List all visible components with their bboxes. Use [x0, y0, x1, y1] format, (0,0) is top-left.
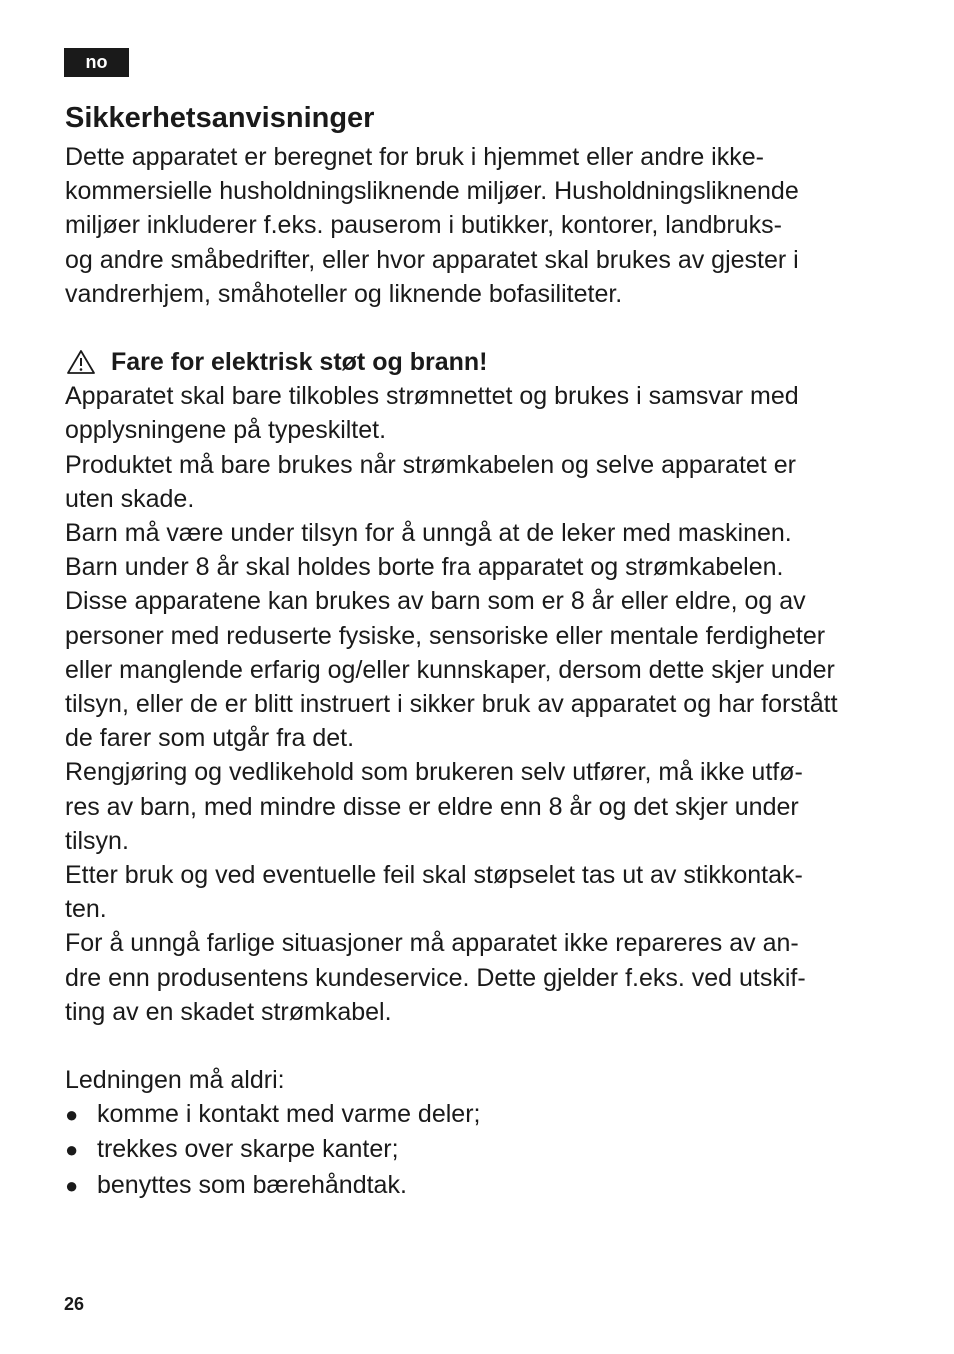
text-line: dre enn produsentens kundeservice. Dette gjelder f.eks. ved utskif-	[65, 963, 806, 992]
language-tag: no	[64, 48, 129, 77]
page-content	[65, 96, 895, 1203]
text-line: uten skade.	[65, 484, 195, 513]
text-line: Produktet må bare brukes når strømkabelen og selve apparatet er	[65, 450, 796, 479]
text-line: Apparatet skal bare tilkobles strømnettet og brukes i samsvar med	[65, 382, 799, 411]
text-line: vandrerhjem, småhoteller og liknende bofasiliteter.	[65, 279, 623, 308]
page-title: Sikkerhetsanvisninger	[65, 102, 375, 134]
text-line: de farer som utgår fra det.	[65, 724, 355, 753]
text-line: For å unngå farlige situasjoner må apparatet ikke repareres av an-	[65, 929, 799, 958]
text-line: tilsyn.	[65, 826, 129, 855]
text-line: Dette apparatet er beregnet for bruk i hjemmet eller andre ikke-	[65, 143, 764, 171]
bullet-icon: ●	[65, 1137, 79, 1163]
intro-paragraph	[65, 140, 895, 311]
list-item	[65, 1168, 895, 1203]
text-line: tilsyn, eller de er blitt instruert i sikker bruk av apparatet og har forstått	[65, 690, 838, 719]
cord-intro: Ledningen må aldri:	[65, 1066, 285, 1095]
list-item-text: trekkes over skarpe kanter;	[97, 1135, 399, 1164]
spacer	[65, 311, 895, 345]
text-line: ting av en skadet strømkabel.	[65, 997, 392, 1026]
list-item-text: benyttes som bærehåndtak.	[97, 1170, 407, 1199]
list-item-text: komme i kontakt med varme deler;	[97, 1100, 481, 1129]
warning-paragraph	[65, 379, 895, 1029]
warning-heading-text: Fare for elektrisk støt og brann!	[111, 348, 488, 377]
text-line: Rengjøring og vedlikehold som brukeren selv utfører, må ikke utfø-	[65, 758, 803, 787]
list-item	[65, 1097, 895, 1132]
text-line: Barn må være under tilsyn for å unngå at de leker med maskinen.	[65, 519, 792, 548]
text-line: eller manglende erfarig og/eller kunnskaper, dersom dette skjer under	[65, 655, 835, 684]
text-line: kommersielle husholdningsliknende miljøer. Husholdningsliknende	[65, 177, 799, 206]
text-line: og andre småbedrifter, eller hvor apparatet skal brukes av gjester i	[65, 245, 799, 274]
text-line: Etter bruk og ved eventuelle feil skal støpselet tas ut av stikkontak-	[65, 861, 803, 890]
bullet-icon: ●	[65, 1102, 79, 1128]
spacer	[65, 1029, 895, 1063]
text-line: Disse apparatene kan brukes av barn som er 8 år eller eldre, og av	[65, 587, 806, 616]
text-line: miljøer inkluderer f.eks. pauserom i butikker, kontorer, landbruks-	[65, 211, 782, 240]
list-item	[65, 1132, 895, 1167]
bullet-icon: ●	[65, 1172, 79, 1198]
page-number: 26	[64, 1294, 85, 1314]
text-line: opplysningene på typeskiltet.	[65, 416, 387, 445]
text-line: res av barn, med mindre disse er eldre enn 8 år og det skjer under	[65, 792, 799, 821]
text-line: ten.	[65, 895, 107, 924]
warning-heading	[65, 345, 895, 379]
text-line: personer med reduserte fysiske, sensoriske eller mentale ferdigheter	[65, 621, 826, 650]
warning-triangle-icon	[66, 349, 96, 375]
cord-list	[65, 1097, 895, 1203]
text-line: Barn under 8 år skal holdes borte fra apparatet og strømkabelen.	[65, 553, 784, 582]
